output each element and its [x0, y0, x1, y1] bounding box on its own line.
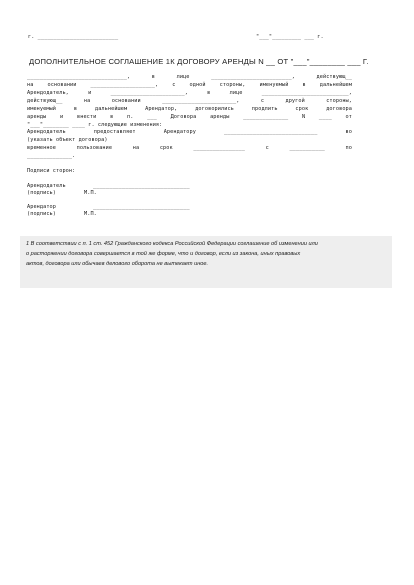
- footnote-line: 1 В соответствии с п. 1 ст. 452 Гражданского кодекса Российской Федерации соглашение об изменении или: [26, 241, 318, 247]
- body-line: ______________.: [27, 153, 76, 159]
- seal-label: М.П.: [84, 211, 97, 217]
- body-line: Арендодатель предоставляет Арендатору _____________________________ во: [27, 129, 352, 135]
- signature-label: (подпись): [27, 211, 57, 217]
- footnote-line: актов, договора или обычаев делового оборота не вытекает иное.: [26, 261, 209, 267]
- party-role: Арендатор: [27, 204, 57, 210]
- body-line: Арендодатель, и _______________________, в лице ___________________________,: [27, 90, 352, 96]
- footnote-box: [20, 236, 392, 288]
- city-line: г. _________________________: [28, 34, 119, 40]
- body-line: _______________________________, в лице _________________________, действующ__: [27, 74, 352, 80]
- footnote-line: о расторжении договора совершается в той же форме, что и договор, если из закона, иных правовых: [26, 251, 301, 257]
- signature-line: ______________________________: [93, 183, 190, 189]
- body-line: на основании ____________________, с одной стороны, именуемый в дальнейшем: [27, 82, 352, 88]
- seal-label: М.П.: [84, 190, 97, 196]
- body-line: "___"________ ____ г. следующие изменения:: [27, 122, 163, 128]
- body-line: временное пользование на срок ________________ с ___________ по: [27, 145, 352, 151]
- signatures-heading: Подписи сторон:: [27, 168, 76, 174]
- date-line: "___"_________ ___ г.: [256, 34, 324, 40]
- signature-label: (подпись): [27, 190, 57, 196]
- body-line: аренды и внести в п. ___ Договора аренды ______________ N ____ от: [27, 114, 352, 120]
- body-line: действующ__ на основании _______________________, с другой стороны,: [27, 98, 352, 104]
- object-hint: (указать объект договора): [27, 137, 108, 143]
- party-role: Арендодатель: [27, 183, 66, 189]
- document-title: ДОПОЛНИТЕЛЬНОЕ СОГЛАШЕНИЕ 1К ДОГОВОРУ АРЕНДЫ N __ ОТ "___"________ ___ Г.: [29, 57, 369, 66]
- body-line: именуемый в дальнейшем Арендатор, договорились продлить срок договора: [27, 106, 352, 112]
- signature-line: ______________________________: [93, 204, 190, 210]
